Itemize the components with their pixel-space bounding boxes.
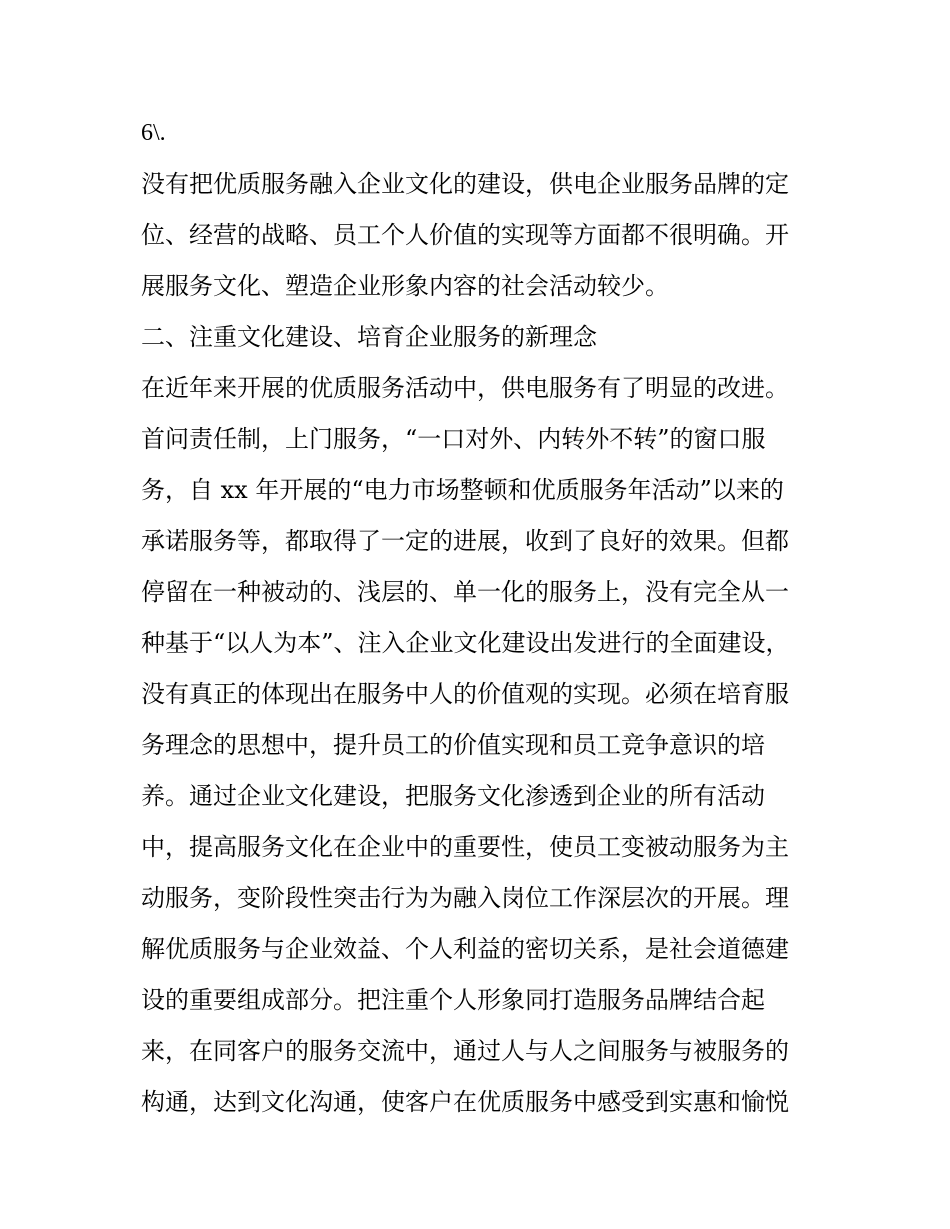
text-line: 来，在同客户的服务交流中，通过人与人之间服务与被服务的	[141, 1037, 789, 1065]
text-line: 务理念的思想中，提升员工的价值实现和员工竞争意识的培	[141, 731, 765, 759]
text-line: 没有真正的体现出在服务中人的价值观的实现。必须在培育服	[141, 680, 789, 708]
text-line: 首问责任制，上门服务，“一口对外、内转外不转”的窗口服	[141, 425, 766, 453]
text-line: 在近年来开展的优质服务活动中，供电服务有了明显的改进。	[141, 374, 789, 402]
section-heading: 二、注重文化建设、培育企业服务的新理念	[141, 323, 597, 351]
text-line: 构通，达到文化沟通，使客户在优质服务中感受到实惠和愉悦	[141, 1088, 789, 1116]
text-line: 停留在一种被动的、浅层的、单一化的服务上，没有完全从一	[141, 578, 789, 606]
text-line: 务，自 xx 年开展的“电力市场整顿和优质服务年活动”以来的	[141, 476, 784, 504]
text-line: 承诺服务等，都取得了一定的进展，收到了良好的效果。但都	[141, 527, 789, 555]
text-line: 展服务文化、塑造企业形象内容的社会活动较少。	[141, 272, 669, 300]
text-line: 动服务，变阶段性突击行为为融入岗位工作深层次的开展。理	[141, 884, 789, 912]
text-line: 中，提高服务文化在企业中的重要性，使员工变被动服务为主	[141, 833, 789, 861]
text-line: 养。通过企业文化建设，把服务文化渗透到企业的所有活动	[141, 782, 765, 810]
section-number: 6\.	[141, 120, 166, 146]
text-line: 没有把优质服务融入企业文化的建设，供电企业服务品牌的定	[141, 170, 789, 198]
text-line: 种基于“以人为本”、注入企业文化建设出发进行的全面建设，	[141, 629, 790, 657]
document-body	[141, 108, 813, 1128]
text-line: 设的重要组成部分。把注重个人形象同打造服务品牌结合起	[141, 986, 765, 1014]
text-line: 位、经营的战略、员工个人价值的实现等方面都不很明确。开	[141, 221, 789, 249]
text-line: 解优质服务与企业效益、个人利益的密切关系，是社会道德建	[141, 935, 789, 963]
